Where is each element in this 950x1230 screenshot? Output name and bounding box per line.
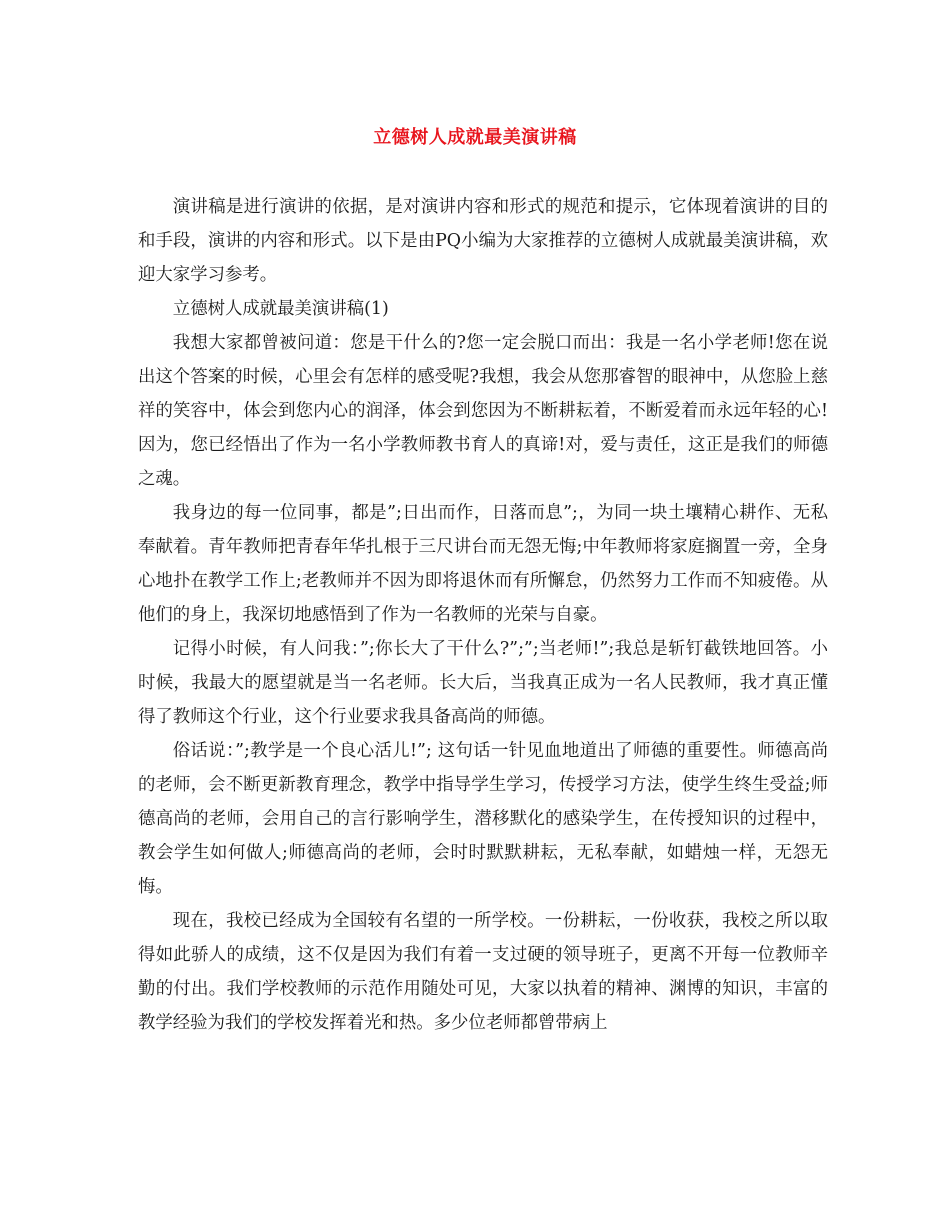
body-paragraph: 我想大家都曾被问道：您是干什么的?您一定会脱口而出：我是一名小学老师!您在说出这个答案的时候，心里会有怎样的感受呢?我想，我会从您那睿智的眼神中，从您脸上慈祥的笑容中，体会到您内心的润泽，体会到您因为不断耕耘着，不断爱着而永远年轻的心!因为，您已经悟出了作为一名小学教师教书育人的真谛!对，爱与责任，这正是我们的师德之魂。 — [138, 333, 828, 489]
body-paragraph: 记得小时候，有人问我：”;你长大了干什么?”;”;当老师!”;我总是斩钉截铁地回答。小时候，我最大的愿望就是当一名老师。长大后，当我真正成为一名人民教师，我才真正懂得了教师这个行业，这个行业要求我具备高尚的师德。 — [138, 639, 828, 727]
intro-paragraph: 演讲稿是进行演讲的依据，是对演讲内容和形式的规范和提示，它体现着演讲的目的和手段，演讲的内容和形式。以下是由PQ小编为大家推荐的立德树人成就最美演讲稿，欢迎大家学习参考。 — [138, 197, 828, 285]
body-paragraph: 我身边的每一位同事，都是”;日出而作，日落而息”;，为同一块土壤精心耕作、无私奉献着。青年教师把青春年华扎根于三尺讲台而无怨无悔;中年教师将家庭搁置一旁，全身心地扑在教学工作上;老教师并不因为即将退休而有所懈怠，仍然努力工作而不知疲倦。从他们的身上，我深切地感悟到了作为一名教师的光荣与自豪。 — [138, 503, 828, 625]
section-heading: 立德树人成就最美演讲稿(1) — [172, 299, 389, 319]
body-paragraph: 俗话说：”;教学是一个良心活儿!”; 这句话一针见血地道出了师德的重要性。师德高尚的老师，会不断更新教育理念，教学中指导学生学习，传授学习方法，使学生终生受益;师德高尚的老师，会用自己的言行影响学生，潜移默化的感染学生，在传授知识的过程中，教会学生如何做人;师德高尚的老师，会时时默默耕耘，无私奉献，如蜡烛一样，无怨无悔。 — [138, 741, 828, 897]
document-title: 立德树人成就最美演讲稿 — [373, 127, 577, 148]
document-body — [138, 190, 828, 1040]
body-paragraph: 现在，我校已经成为全国较有名望的一所学校。一份耕耘，一份收获，我校之所以取得如此骄人的成绩，这不仅是因为我们有着一支过硬的领导班子，更离不开每一位教师辛勤的付出。我们学校教师的示范作用随处可见，大家以执着的精神、渊博的知识，丰富的教学经验为我们的学校发挥着光和热。多少位老师都曾带病上 — [138, 911, 828, 1033]
